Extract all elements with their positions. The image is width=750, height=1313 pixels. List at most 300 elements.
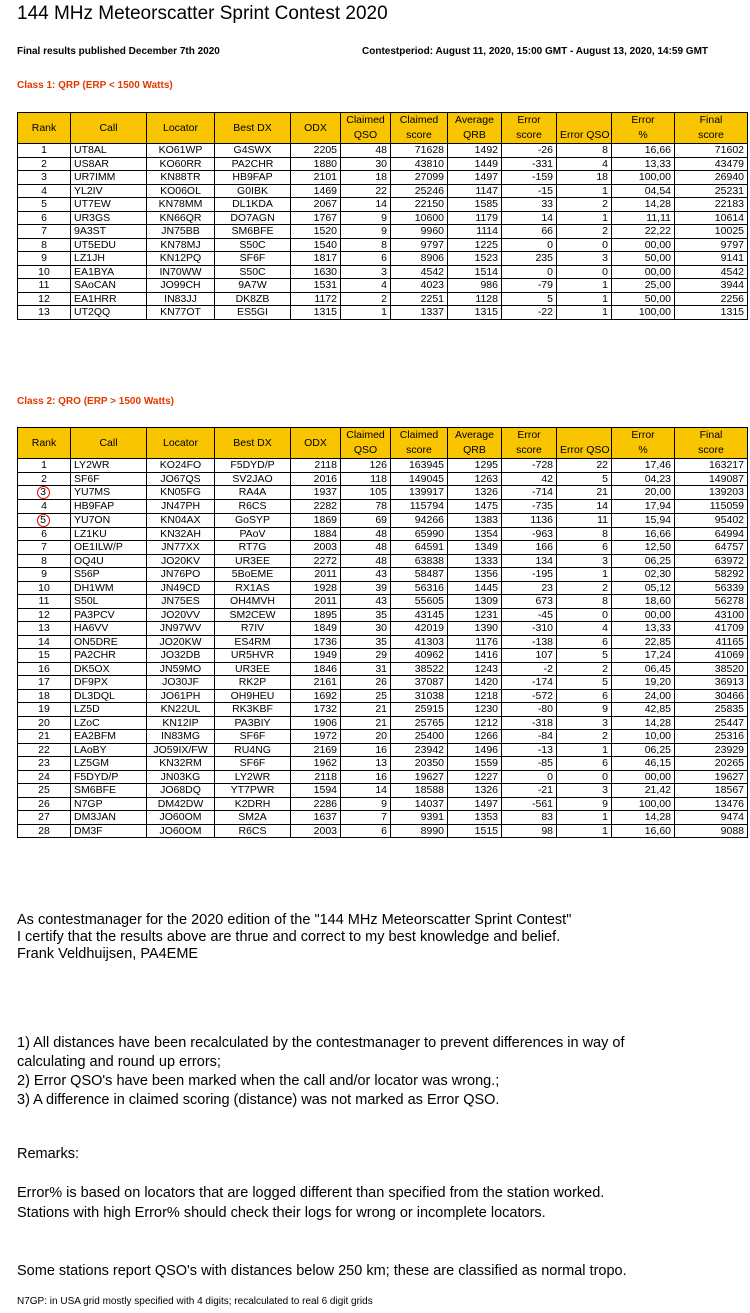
table-row	[18, 238, 748, 252]
cell-error-pct: 14,28	[612, 811, 675, 825]
cell-final-score: 23929	[675, 743, 748, 757]
page-title: 144 MHz Meteorscatter Sprint Contest 2020	[17, 3, 388, 24]
table-row	[18, 757, 748, 771]
cell-error-pct: 100,00	[612, 797, 675, 811]
cell-best-dx: PAoV	[215, 527, 291, 541]
cell-locator: JO67QS	[147, 472, 215, 486]
cell-average-qrb: 1326	[448, 784, 502, 798]
cell-call: DF9PX	[71, 676, 147, 690]
cell-error-qso: 18	[557, 171, 612, 185]
col-rank: Rank	[18, 428, 71, 459]
cell-rank: 11	[18, 595, 71, 609]
cell-average-qrb: 1475	[448, 500, 502, 514]
cell-error-qso: 6	[557, 541, 612, 555]
cell-locator: IN70WW	[147, 265, 215, 279]
cell-claimed-qso: 8	[341, 238, 391, 252]
cell-rank: 15	[18, 649, 71, 663]
cell-claimed-score: 25246	[391, 184, 448, 198]
cell-average-qrb: 1496	[448, 743, 502, 757]
cell-claimed-score: 42019	[391, 622, 448, 636]
publication-note: Final results published December 7th 2020	[17, 46, 220, 57]
cell-rank: 14	[18, 635, 71, 649]
cell-error-qso: 2	[557, 225, 612, 239]
cell-claimed-qso: 25	[341, 689, 391, 703]
cell-claimed-score: 149045	[391, 472, 448, 486]
cell-error-score: -331	[502, 157, 557, 171]
cell-call: LZ1KU	[71, 527, 147, 541]
cell-error-score: 83	[502, 811, 557, 825]
cell-call: LZ5D	[71, 703, 147, 717]
cell-rank: 9	[18, 568, 71, 582]
cell-best-dx: ES4RM	[215, 635, 291, 649]
cell-call: LAoBY	[71, 743, 147, 757]
cell-odx: 1630	[291, 265, 341, 279]
cell-claimed-qso: 105	[341, 486, 391, 500]
cell-claimed-qso: 35	[341, 608, 391, 622]
cell-best-dx: UR3EE	[215, 662, 291, 676]
cell-final-score: 9141	[675, 252, 748, 266]
cell-final-score: 30466	[675, 689, 748, 703]
cell-locator: KN05FG	[147, 486, 215, 500]
cell-claimed-score: 58487	[391, 568, 448, 582]
cell-odx: 1594	[291, 784, 341, 798]
cell-error-score: -45	[502, 608, 557, 622]
cell-call: OE1ILW/P	[71, 541, 147, 555]
cell-final-score: 43100	[675, 608, 748, 622]
cell-rank: 1	[18, 144, 71, 158]
cell-claimed-qso: 39	[341, 581, 391, 595]
cell-best-dx: OH4MVH	[215, 595, 291, 609]
cell-best-dx: HB9FAP	[215, 171, 291, 185]
cell-error-score: -714	[502, 486, 557, 500]
table-row	[18, 265, 748, 279]
cell-error-qso: 3	[557, 252, 612, 266]
cell-best-dx: RU4NG	[215, 743, 291, 757]
cell-error-score: 33	[502, 198, 557, 212]
cell-call: LZ1JH	[71, 252, 147, 266]
cell-final-score: 4542	[675, 265, 748, 279]
cell-odx: 2169	[291, 743, 341, 757]
cell-error-score: -138	[502, 635, 557, 649]
table-row	[18, 513, 748, 527]
cell-error-pct: 100,00	[612, 306, 675, 320]
cell-error-qso: 9	[557, 703, 612, 717]
cell-locator: KN04AX	[147, 513, 215, 527]
cell-rank: 21	[18, 730, 71, 744]
col-claimed-qso: Claimed	[341, 113, 391, 129]
certification-line-2: I certify that the results above are thrue and correct to my best knowledge and belief.	[17, 929, 561, 945]
cell-claimed-score: 31038	[391, 689, 448, 703]
cell-rank: 11	[18, 279, 71, 293]
cell-claimed-qso: 26	[341, 676, 391, 690]
cell-error-qso: 11	[557, 513, 612, 527]
cell-best-dx: OH9HEU	[215, 689, 291, 703]
col-error-pct-sub: %	[612, 443, 675, 459]
n7gp-note: N7GP: in USA grid mostly specified with 4 digits; recalculated to real 6 digit grids	[17, 1296, 373, 1307]
cell-error-pct: 02,30	[612, 568, 675, 582]
table-row	[18, 500, 748, 514]
cell-rank: 6	[18, 211, 71, 225]
cell-rank: 26	[18, 797, 71, 811]
cell-call: HA6VV	[71, 622, 147, 636]
cell-final-score: 41165	[675, 635, 748, 649]
cell-claimed-qso: 18	[341, 171, 391, 185]
cell-odx: 1928	[291, 581, 341, 595]
cell-rank: 12	[18, 608, 71, 622]
cell-average-qrb: 1354	[448, 527, 502, 541]
cell-average-qrb: 1225	[448, 238, 502, 252]
cell-odx: 2067	[291, 198, 341, 212]
cell-odx: 1520	[291, 225, 341, 239]
col-locator: Locator	[147, 113, 215, 144]
cell-odx: 1732	[291, 703, 341, 717]
cell-average-qrb: 1263	[448, 472, 502, 486]
cell-error-pct: 15,94	[612, 513, 675, 527]
cell-rank: 4	[18, 500, 71, 514]
cell-average-qrb: 1349	[448, 541, 502, 555]
cell-claimed-score: 8906	[391, 252, 448, 266]
cell-call: YU7ON	[71, 513, 147, 527]
cell-best-dx: K2DRH	[215, 797, 291, 811]
table-row	[18, 703, 748, 717]
cell-claimed-score: 22150	[391, 198, 448, 212]
cell-odx: 1531	[291, 279, 341, 293]
cell-rank: 2	[18, 157, 71, 171]
cell-odx: 1172	[291, 292, 341, 306]
cell-locator: DM42DW	[147, 797, 215, 811]
cell-error-pct: 16,60	[612, 824, 675, 838]
cell-error-qso: 22	[557, 459, 612, 473]
cell-locator: KN78MJ	[147, 238, 215, 252]
cell-claimed-score: 9391	[391, 811, 448, 825]
cell-average-qrb: 1230	[448, 703, 502, 717]
col-error-qso-top	[557, 113, 612, 129]
cell-error-pct: 05,12	[612, 581, 675, 595]
cell-error-qso: 2	[557, 662, 612, 676]
cell-rank: 13	[18, 306, 71, 320]
cell-final-score: 149087	[675, 472, 748, 486]
cell-call: SM6BFE	[71, 784, 147, 798]
cell-claimed-qso: 48	[341, 554, 391, 568]
cell-locator: JO59IX/FW	[147, 743, 215, 757]
cell-call: UT7EW	[71, 198, 147, 212]
cell-locator: JO61PH	[147, 689, 215, 703]
cell-average-qrb: 1559	[448, 757, 502, 771]
table-row	[18, 676, 748, 690]
cell-error-score: -318	[502, 716, 557, 730]
col-error-qso-top	[557, 428, 612, 444]
cell-claimed-qso: 14	[341, 784, 391, 798]
cell-error-score: -963	[502, 527, 557, 541]
cell-error-qso: 4	[557, 622, 612, 636]
cell-rank	[18, 486, 71, 500]
cell-best-dx: S50C	[215, 238, 291, 252]
cell-best-dx: S50C	[215, 265, 291, 279]
cell-error-qso: 5	[557, 649, 612, 663]
cell-error-pct: 50,00	[612, 252, 675, 266]
cell-error-score: -561	[502, 797, 557, 811]
cell-call: SAoCAN	[71, 279, 147, 293]
cell-error-score: 0	[502, 238, 557, 252]
cell-error-pct: 18,60	[612, 595, 675, 609]
col-average-qrb: Average	[448, 428, 502, 444]
cell-final-score: 115059	[675, 500, 748, 514]
note-1: 1) All distances have been recalculated by the contestmanager to prevent differences in way of	[17, 1035, 625, 1051]
cell-odx: 2003	[291, 541, 341, 555]
cell-average-qrb: 1449	[448, 157, 502, 171]
cell-error-pct: 13,33	[612, 157, 675, 171]
cell-odx: 1736	[291, 635, 341, 649]
table-row	[18, 595, 748, 609]
cell-average-qrb: 1179	[448, 211, 502, 225]
cell-error-qso: 1	[557, 743, 612, 757]
cell-average-qrb: 1515	[448, 824, 502, 838]
cell-average-qrb: 1326	[448, 486, 502, 500]
cell-error-qso: 3	[557, 784, 612, 798]
cell-rank: 20	[18, 716, 71, 730]
cell-locator: JN75BB	[147, 225, 215, 239]
cell-best-dx: 9A7W	[215, 279, 291, 293]
cell-rank: 13	[18, 622, 71, 636]
cell-final-score: 38520	[675, 662, 748, 676]
cell-call: S56P	[71, 568, 147, 582]
cell-final-score: 9474	[675, 811, 748, 825]
cell-claimed-qso: 30	[341, 622, 391, 636]
cell-best-dx: RK3KBF	[215, 703, 291, 717]
cell-claimed-score: 8990	[391, 824, 448, 838]
note-1-continued: calculating and round up errors;	[17, 1054, 221, 1070]
cell-best-dx: RT7G	[215, 541, 291, 555]
cell-call: PA3PCV	[71, 608, 147, 622]
cell-claimed-score: 55605	[391, 595, 448, 609]
cell-best-dx: R7IV	[215, 622, 291, 636]
cell-locator: KO60RR	[147, 157, 215, 171]
cell-odx: 2011	[291, 568, 341, 582]
cell-error-pct: 04,54	[612, 184, 675, 198]
cell-error-pct: 16,66	[612, 144, 675, 158]
cell-call: UT5EDU	[71, 238, 147, 252]
cell-average-qrb: 1114	[448, 225, 502, 239]
cell-rank: 8	[18, 554, 71, 568]
cell-error-score: 42	[502, 472, 557, 486]
cell-locator: KN22UL	[147, 703, 215, 717]
cell-claimed-qso: 21	[341, 703, 391, 717]
table-row	[18, 581, 748, 595]
cell-average-qrb: 1128	[448, 292, 502, 306]
table-row	[18, 144, 748, 158]
cell-call: PA2CHR	[71, 649, 147, 663]
cell-final-score: 58292	[675, 568, 748, 582]
cell-rank: 16	[18, 662, 71, 676]
cell-error-qso: 1	[557, 306, 612, 320]
cell-best-dx: SF6F	[215, 252, 291, 266]
cell-average-qrb: 1585	[448, 198, 502, 212]
cell-rank: 24	[18, 770, 71, 784]
cell-final-score: 95402	[675, 513, 748, 527]
cell-call: DM3JAN	[71, 811, 147, 825]
cell-claimed-score: 1337	[391, 306, 448, 320]
cell-average-qrb: 1497	[448, 171, 502, 185]
cell-claimed-score: 19627	[391, 770, 448, 784]
cell-error-score: 0	[502, 265, 557, 279]
cell-best-dx: PA3BIY	[215, 716, 291, 730]
cell-rank: 7	[18, 541, 71, 555]
cell-odx: 2118	[291, 459, 341, 473]
cell-average-qrb: 1497	[448, 797, 502, 811]
col-error-score-sub: score	[502, 443, 557, 459]
cell-average-qrb: 1227	[448, 770, 502, 784]
cell-error-pct: 22,85	[612, 635, 675, 649]
cell-final-score: 20265	[675, 757, 748, 771]
cell-error-qso: 6	[557, 689, 612, 703]
cell-error-qso: 1	[557, 279, 612, 293]
col-error-qso: Error QSO	[557, 443, 612, 459]
cell-locator: KO61WP	[147, 144, 215, 158]
cell-locator: KN88TR	[147, 171, 215, 185]
cell-claimed-qso: 35	[341, 635, 391, 649]
cell-odx: 2272	[291, 554, 341, 568]
cell-final-score: 3944	[675, 279, 748, 293]
cell-call: EA2BFM	[71, 730, 147, 744]
cell-claimed-score: 56316	[391, 581, 448, 595]
cell-average-qrb: 1416	[448, 649, 502, 663]
cell-best-dx: SM2A	[215, 811, 291, 825]
cell-call: SF6F	[71, 472, 147, 486]
col-claimed-score: Claimed	[391, 113, 448, 129]
cell-error-score: -310	[502, 622, 557, 636]
cell-error-qso: 6	[557, 757, 612, 771]
cell-rank	[18, 513, 71, 527]
cell-claimed-qso: 48	[341, 541, 391, 555]
cell-rank: 22	[18, 743, 71, 757]
cell-final-score: 71602	[675, 144, 748, 158]
cell-error-score: -728	[502, 459, 557, 473]
cell-rank: 6	[18, 527, 71, 541]
cell-rank: 19	[18, 703, 71, 717]
cell-final-score: 2256	[675, 292, 748, 306]
table-row	[18, 225, 748, 239]
cell-error-qso: 8	[557, 527, 612, 541]
cell-error-pct: 00,00	[612, 608, 675, 622]
cell-call: UR7IMM	[71, 171, 147, 185]
cell-best-dx: UR5HVR	[215, 649, 291, 663]
cell-error-qso: 5	[557, 472, 612, 486]
cell-best-dx: R6CS	[215, 824, 291, 838]
cell-call: DM3F	[71, 824, 147, 838]
cell-locator: KN32RM	[147, 757, 215, 771]
cell-error-pct: 00,00	[612, 770, 675, 784]
cell-odx: 2286	[291, 797, 341, 811]
cell-odx: 2118	[291, 770, 341, 784]
cell-odx: 1949	[291, 649, 341, 663]
cell-rank: 17	[18, 676, 71, 690]
cell-error-score: -26	[502, 144, 557, 158]
cell-average-qrb: 1309	[448, 595, 502, 609]
cell-call: LZ5GM	[71, 757, 147, 771]
cell-average-qrb: 1390	[448, 622, 502, 636]
cell-claimed-qso: 3	[341, 265, 391, 279]
table-row	[18, 770, 748, 784]
col-error-pct-sub: %	[612, 128, 675, 144]
table-row	[18, 554, 748, 568]
cell-odx: 2161	[291, 676, 341, 690]
cell-claimed-qso: 69	[341, 513, 391, 527]
table-row	[18, 459, 748, 473]
col-claimed-qso-sub: QSO	[341, 443, 391, 459]
cell-error-score: -735	[502, 500, 557, 514]
cell-locator: JN77XX	[147, 541, 215, 555]
cell-claimed-score: 10600	[391, 211, 448, 225]
cell-claimed-score: 25400	[391, 730, 448, 744]
cell-error-pct: 06,25	[612, 554, 675, 568]
cell-error-pct: 20,00	[612, 486, 675, 500]
cell-error-pct: 25,00	[612, 279, 675, 293]
cell-rank: 25	[18, 784, 71, 798]
cell-error-qso: 3	[557, 716, 612, 730]
cell-error-qso: 1	[557, 184, 612, 198]
cell-claimed-score: 41303	[391, 635, 448, 649]
cell-average-qrb: 1383	[448, 513, 502, 527]
cell-odx: 1972	[291, 730, 341, 744]
col-claimed-score-sub: score	[391, 128, 448, 144]
table-row	[18, 157, 748, 171]
table-row	[18, 171, 748, 185]
cell-locator: KN78MM	[147, 198, 215, 212]
cell-error-score: -15	[502, 184, 557, 198]
cell-call: N7GP	[71, 797, 147, 811]
cell-error-score: 235	[502, 252, 557, 266]
cell-error-qso: 1	[557, 568, 612, 582]
cell-best-dx: G4SWX	[215, 144, 291, 158]
cell-best-dx: LY2WR	[215, 770, 291, 784]
cell-error-score: 98	[502, 824, 557, 838]
cell-average-qrb: 1295	[448, 459, 502, 473]
cell-error-qso: 2	[557, 198, 612, 212]
class2-heading: Class 2: QRO (ERP > 1500 Watts)	[17, 396, 175, 407]
cell-claimed-score: 71628	[391, 144, 448, 158]
cell-error-score: 5	[502, 292, 557, 306]
cell-best-dx: ES5GI	[215, 306, 291, 320]
remark-tropo: Some stations report QSO's with distances below 250 km; these are classified as normal tropo.	[17, 1263, 627, 1279]
cell-claimed-score: 14037	[391, 797, 448, 811]
cell-rank: 10	[18, 581, 71, 595]
cell-rank: 10	[18, 265, 71, 279]
cell-error-pct: 46,15	[612, 757, 675, 771]
cell-call: UT2QQ	[71, 306, 147, 320]
cell-final-score: 64757	[675, 541, 748, 555]
col-error-score-sub: score	[502, 128, 557, 144]
cell-error-qso: 14	[557, 500, 612, 514]
col-locator: Locator	[147, 428, 215, 459]
cell-average-qrb: 1212	[448, 716, 502, 730]
cell-claimed-score: 64591	[391, 541, 448, 555]
cell-best-dx: UR3EE	[215, 554, 291, 568]
cell-final-score: 56339	[675, 581, 748, 595]
col-claimed-score: Claimed	[391, 428, 448, 444]
cell-rank: 1	[18, 459, 71, 473]
cell-best-dx: SF6F	[215, 730, 291, 744]
cell-error-pct: 21,42	[612, 784, 675, 798]
col-best-dx: Best DX	[215, 113, 291, 144]
cell-final-score: 25835	[675, 703, 748, 717]
cell-error-score: 673	[502, 595, 557, 609]
cell-average-qrb: 1514	[448, 265, 502, 279]
col-best-dx: Best DX	[215, 428, 291, 459]
cell-locator: JO20VV	[147, 608, 215, 622]
cell-error-pct: 16,66	[612, 527, 675, 541]
cell-call: OQ4U	[71, 554, 147, 568]
cell-claimed-score: 27099	[391, 171, 448, 185]
